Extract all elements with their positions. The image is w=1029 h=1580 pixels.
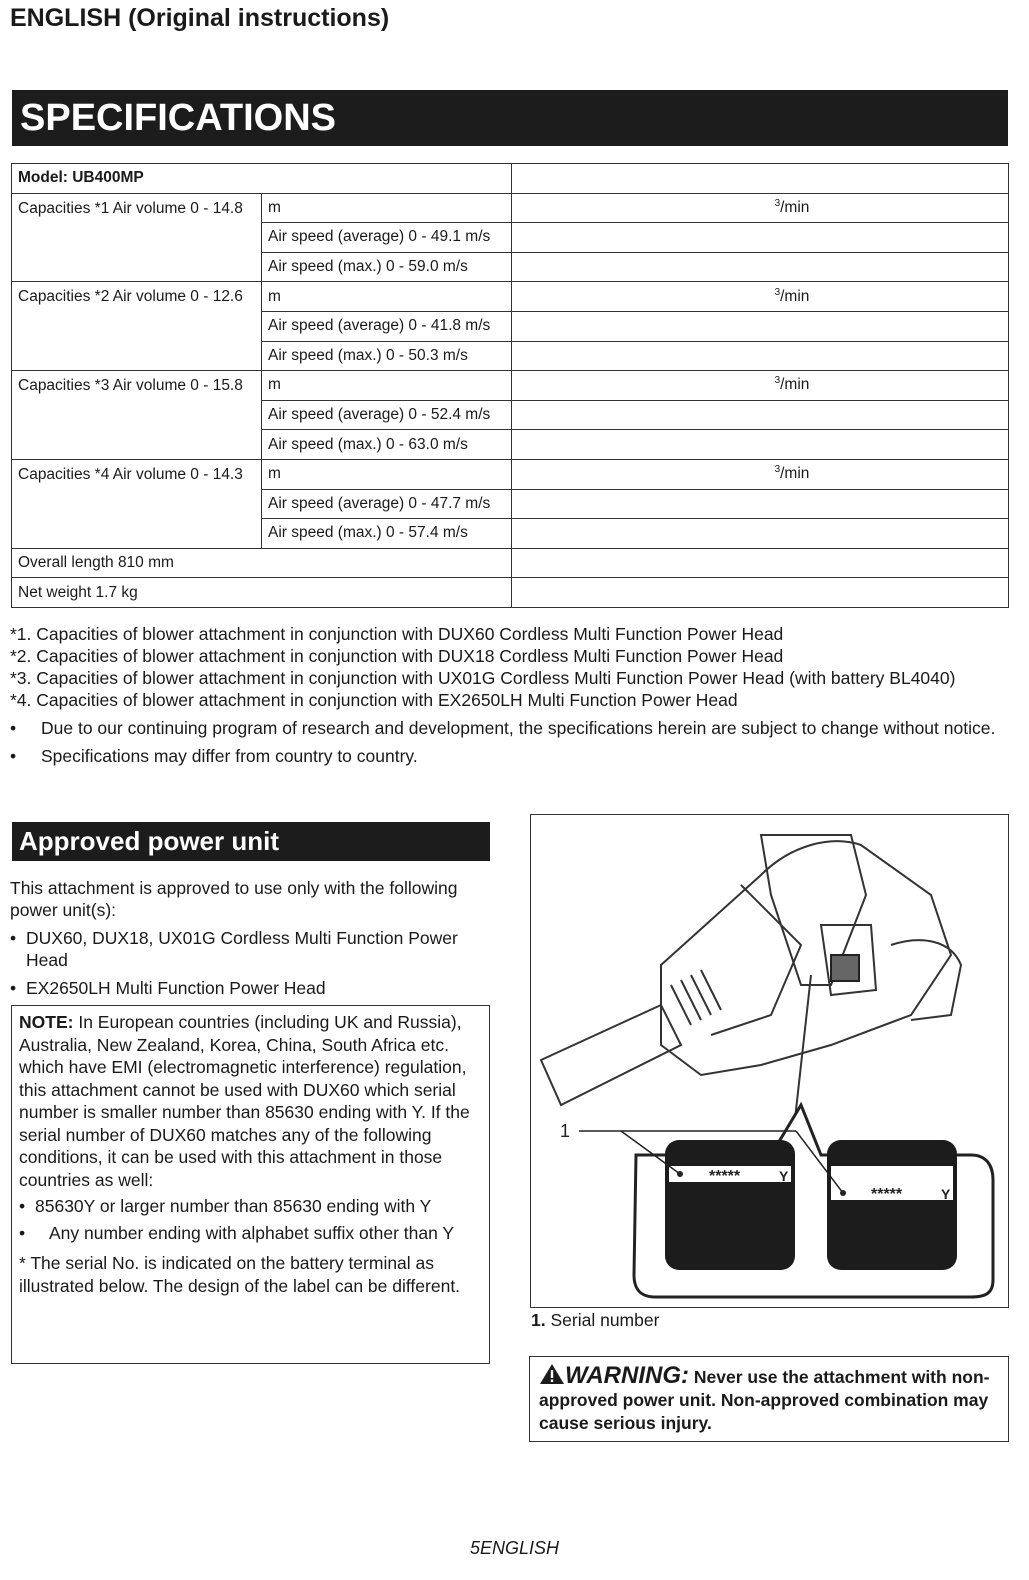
caption-text: Serial number [550,1310,660,1330]
empty-cell [512,311,1009,341]
serial-label-suffix: Y [941,1186,951,1202]
empty-cell [512,578,1009,608]
footnote-1: *1. Capacities of blower attachment in conjunction with DUX60 Cordless Multi Function Power Head [10,624,784,644]
capacity-label: Capacities *3 Air volume 0 - 15.8 [12,371,262,460]
unit-cell: m [262,459,512,489]
table-row [12,164,1009,194]
note-footer: * The serial No. is indicated on the battery terminal as illustrated below. The design of the label can be different. [19,1253,461,1296]
bullet-text: Due to our continuing program of research and development, the specifications herein are subject to change without notice. [41,718,996,738]
serial-label-text: ***** [709,1168,741,1185]
bullet-text: Specifications may differ from country to country. [41,746,418,766]
footnote-3: *3. Capacities of blower attachment in conjunction with UX01G Cordless Multi Function Power Head (with battery BL4040) [10,668,956,688]
air-speed-max: Air speed (max.) 0 - 50.3 m/s [262,341,512,371]
overall-length: Overall length 810 mm [12,548,512,578]
caption-number: 1. [531,1310,546,1330]
air-speed-average: Air speed (average) 0 - 47.7 m/s [262,489,512,519]
table-row [12,578,1009,608]
page-header: ENGLISH (Original instructions) [10,4,390,32]
unit-right-text: /min [780,465,810,483]
unit-right-cell [512,193,1009,223]
footnote-4: *4. Capacities of blower attachment in conjunction with EX2650LH Multi Function Power Head [10,690,738,710]
approved-power-unit-heading: Approved power unit [12,822,490,861]
list-item [19,1222,482,1245]
unit-superscript: 3 [774,375,781,387]
table-row [12,459,1009,489]
capacity-label: Capacities *4 Air volume 0 - 14.3 [12,459,262,548]
footnotes [10,623,1010,767]
empty-cell [512,223,1009,253]
empty-cell [512,548,1009,578]
unit-right-cell [512,371,1009,401]
unit-cell: m [262,282,512,312]
note-box [11,1005,490,1364]
table-row [12,548,1009,578]
model-cell: Model: UB400MP [12,164,512,194]
capacity-label: Capacities *1 Air volume 0 - 14.8 [12,193,262,282]
list-item [19,1195,482,1218]
specifications-table [11,163,1009,608]
note-paragraph [19,1011,482,1191]
air-speed-average: Air speed (average) 0 - 41.8 m/s [262,311,512,341]
note-label: NOTE: [19,1012,74,1032]
unit-superscript: 3 [774,197,781,209]
empty-cell [512,430,1009,460]
list-item [10,927,492,971]
unit-right-text: /min [780,198,810,216]
table-row [12,282,1009,312]
footnote-2: *2. Capacities of blower attachment in conjunction with DUX18 Cordless Multi Function Power Head [10,646,784,666]
empty-cell [512,252,1009,282]
bullet-icon: • [19,1196,26,1216]
unit-right-cell [512,282,1009,312]
page-footer [0,1538,1029,1559]
bullet-icon: • [10,928,17,948]
air-speed-average: Air speed (average) 0 - 49.1 m/s [262,223,512,253]
specifications-heading: SPECIFICATIONS [12,90,1008,146]
table-row [12,193,1009,223]
empty-cell [512,489,1009,519]
battery-terminal-figure [530,814,1009,1308]
bullet-icon: • [10,746,17,766]
figure-caption [531,1310,659,1331]
approved-unit: DUX60, DUX18, UX01G Cordless Multi Function Power Head [26,928,458,970]
air-speed-max: Air speed (max.) 0 - 63.0 m/s [262,430,512,460]
bullet-icon: • [10,978,17,998]
list-item [10,977,492,999]
list-item [10,717,1010,739]
warning-icon [539,1363,565,1385]
unit-right-cell [512,459,1009,489]
approved-unit: EX2650LH Multi Function Power Head [26,978,326,998]
serial-label-suffix: Y [779,1168,789,1184]
footer-language: ENGLISH [479,1538,560,1558]
note-condition: 85630Y or larger number than 85630 ending with Y [35,1196,432,1216]
empty-cell [512,164,1009,194]
empty-cell [512,400,1009,430]
power-head-illustration [531,815,1007,1306]
bullet-icon: • [19,1222,26,1243]
note-condition: Any number ending with alphabet suffix other than Y [49,1222,455,1243]
unit-superscript: 3 [774,286,781,298]
air-speed-max: Air speed (max.) 0 - 57.4 m/s [262,519,512,549]
table-row [12,371,1009,401]
warning-title: WARNING: [565,1362,689,1389]
unit-cell: m [262,371,512,401]
bullet-icon: • [10,718,17,738]
unit-cell: m [262,193,512,223]
unit-superscript: 3 [774,464,781,476]
page-number: 5 [469,1538,480,1558]
list-item [10,745,1010,767]
unit-right-text: /min [780,287,810,305]
net-weight: Net weight 1.7 kg [12,578,512,608]
approved-intro: This attachment is approved to use only with the following power unit(s): [10,878,458,920]
approved-power-unit-section [10,877,492,999]
serial-label-text: ***** [871,1186,903,1203]
empty-cell [512,341,1009,371]
note-text: In European countries (including UK and Russia), Australia, New Zealand, Korea, China, South Africa etc. which have EMI (electromagnetic interference) regulation, this attachment cannot be used with DUX60 which serial number is smaller number than 85630 ending with Y. If the serial number of DUX60 matches any of the following conditions, it can be used with this attachment in those countries as well: [19,1012,470,1190]
air-speed-max: Air speed (max.) 0 - 59.0 m/s [262,252,512,282]
empty-cell [512,519,1009,549]
unit-right-text: /min [780,376,810,394]
callout-number: 1 [560,1121,571,1141]
capacity-label: Capacities *2 Air volume 0 - 12.6 [12,282,262,371]
warning-box [529,1356,1009,1442]
warning-text: Never use the attachment with non-approved power unit. Non-approved combination may cause serious injury. [539,1367,990,1433]
air-speed-average: Air speed (average) 0 - 52.4 m/s [262,400,512,430]
